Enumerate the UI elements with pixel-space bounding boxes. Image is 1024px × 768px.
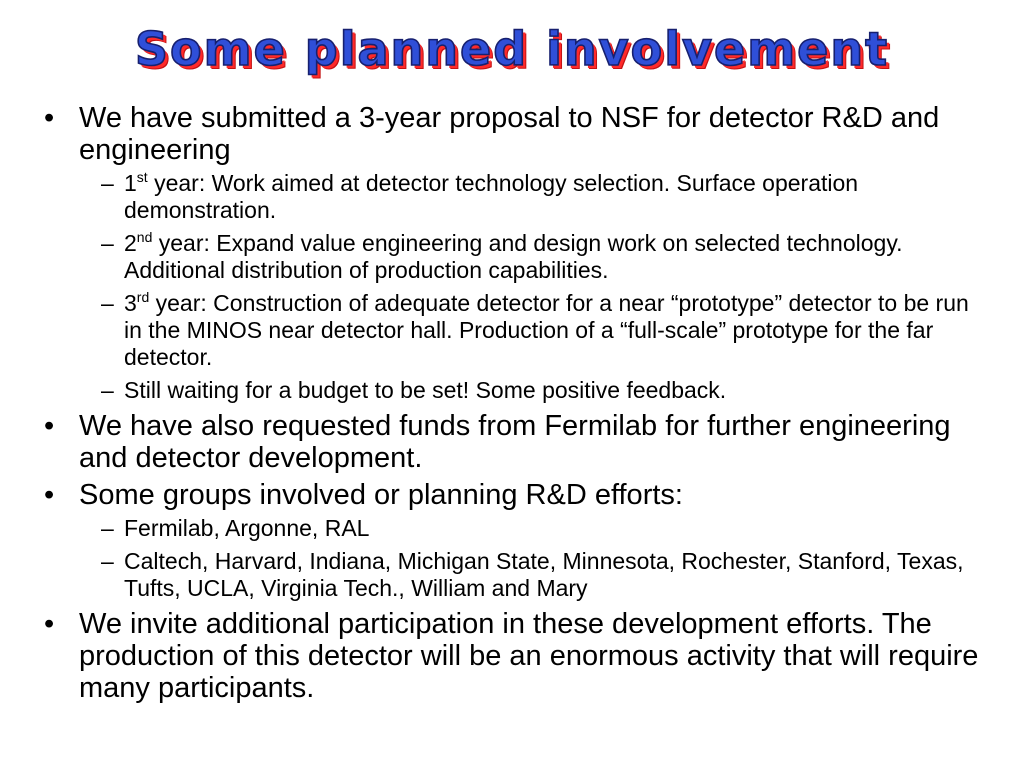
bullet-list [44, 102, 984, 704]
sub-bullet-text: year: Construction of adequate detector for a near “prototype” detector to be run in the MINOS near detector hall. Production of a “full-scale” prototype for the far detector. [124, 290, 969, 370]
sub-bullet-item [79, 377, 984, 404]
bullet-text: We invite additional participation in these development efforts. The production of this detector will be an enormous activity that will require many participants. [79, 608, 979, 704]
sub-bullet-text: year: Expand value engineering and design work on selected technology. Additional distribution of production capabilities. [124, 230, 903, 283]
bullet-icon: • [44, 479, 55, 511]
sub-bullet-item [79, 515, 984, 542]
dash-icon: – [101, 548, 114, 574]
sub-bullet-text: Still waiting for a budget to be set! Some positive feedback. [124, 377, 727, 403]
dash-icon: – [101, 170, 114, 196]
bullet-item [44, 410, 984, 474]
sub-bullet-item [79, 230, 984, 284]
bullet-icon: • [44, 102, 55, 134]
sub-bullet-item [79, 170, 984, 224]
sub-bullet-item [79, 290, 984, 371]
bullet-icon: • [44, 410, 55, 442]
ordinal-number: 1 [124, 170, 137, 196]
bullet-text: We have also requested funds from Fermilab for further engineering and detector development. [79, 410, 951, 474]
ordinal-suffix: st [136, 169, 148, 185]
sub-bullet-list [79, 170, 984, 404]
sub-bullet-text: year: Work aimed at detector technology selection. Surface operation demonstration. [124, 170, 859, 223]
bullet-item [44, 608, 984, 704]
dash-icon: – [101, 290, 114, 316]
sub-bullet-list [79, 515, 984, 602]
dash-icon: – [101, 230, 114, 256]
dash-icon: – [101, 377, 114, 403]
bullet-item [44, 102, 984, 404]
bullet-icon: • [44, 608, 55, 640]
ordinal-suffix: nd [136, 229, 153, 245]
bullet-text: We have submitted a 3-year proposal to NSF for detector R&D and engineering [79, 102, 940, 166]
bullet-text: Some groups involved or planning R&D efforts: [79, 479, 683, 511]
sub-bullet-text: Fermilab, Argonne, RAL [124, 515, 370, 541]
slide-content [44, 102, 984, 709]
bullet-item [44, 479, 984, 602]
ordinal-suffix: rd [136, 289, 150, 305]
sub-bullet-item [79, 548, 984, 602]
sub-bullet-text: Caltech, Harvard, Indiana, Michigan State, Minnesota, Rochester, Stanford, Texas, Tufts, UCLA, Virginia Tech., William and Mary [124, 548, 964, 601]
ordinal-number: 2 [124, 230, 137, 256]
slide-title: Some planned involvement [134, 22, 890, 76]
ordinal-number: 3 [124, 290, 137, 316]
dash-icon: – [101, 515, 114, 541]
